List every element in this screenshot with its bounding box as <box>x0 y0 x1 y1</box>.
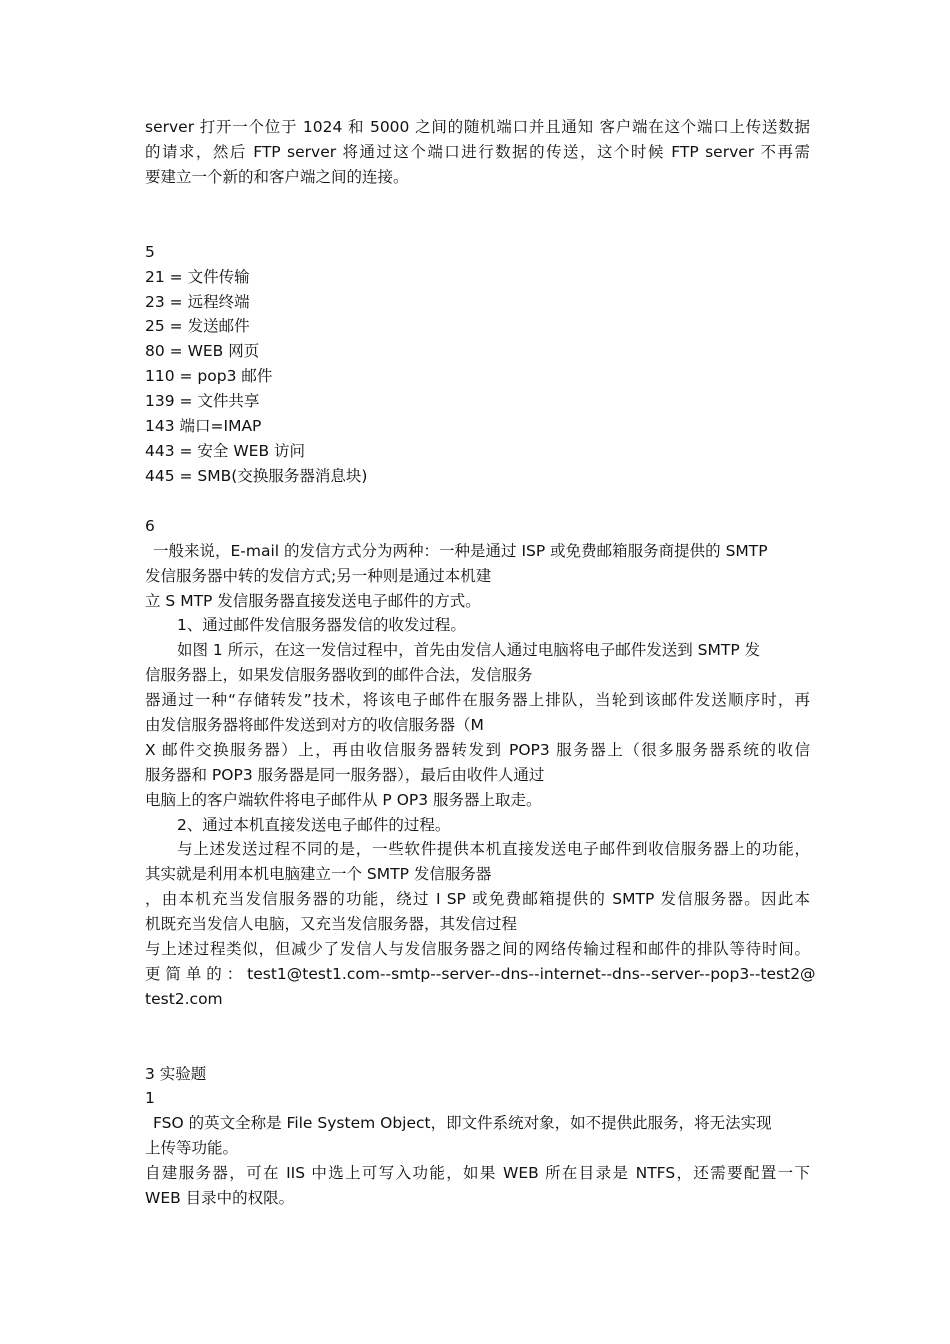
email-paragraph-line: 与上述过程类似，但减少了发信人与发信服务器之间的网络传输过程和邮件的排队等待时间。 <box>145 940 810 958</box>
port-item: 445 = SMB(交换服务器消息块) <box>145 467 368 485</box>
email-paragraph-line: test2.com <box>145 990 223 1008</box>
lab-paragraph-line: FSO 的英文全称是 File System Object，即文件系统对象，如不提供此服务，将无法实现 <box>153 1114 772 1132</box>
email-paragraph-line: 与上述发送过程不同的是，一些软件提供本机直接发送电子邮件到收信服务器上的功能， <box>177 840 810 858</box>
email-paragraph-line: 机既充当发信人电脑，又充当发信服务器，其发信过程 <box>145 915 518 933</box>
email-paragraph-line: 由发信服务器将邮件发送到对方的收信服务器（M <box>145 716 484 734</box>
section-number: 1 <box>145 1089 155 1107</box>
port-item: 23 = 远程终端 <box>145 293 250 311</box>
ftp-paragraph-line: 要建立一个新的和客户端之间的连接。 <box>145 168 409 186</box>
email-paragraph-line: 立 S MTP 发信服务器直接发送电子邮件的方式。 <box>145 592 481 610</box>
email-subheading: 1、通过邮件发信服务器发信的收发过程。 <box>177 616 466 634</box>
email-paragraph-line: ，由本机充当发信服务器的功能，绕过 I SP 或免费邮箱提供的 SMTP 发信服务器。因此本 <box>145 890 810 908</box>
port-item: 25 = 发送邮件 <box>145 317 250 335</box>
section-title: 3 实验题 <box>145 1065 207 1083</box>
email-paragraph-line: 信服务器上，如果发信服务器收到的邮件合法，发信服务 <box>145 666 533 684</box>
lab-paragraph-line: 自建服务器，可在 IIS 中选上可写入功能，如果 WEB 所在目录是 NTFS，还需要配置一下 <box>145 1164 810 1182</box>
port-item: 143 端口=IMAP <box>145 417 262 435</box>
port-item: 110 = pop3 邮件 <box>145 367 273 385</box>
email-paragraph-line: 发信服务器中转的发信方式;另一种则是通过本机建 <box>145 567 492 585</box>
email-paragraph-line: 服务器和 POP3 服务器是同一服务器），最后由收件人通过 <box>145 766 545 784</box>
email-paragraph-line: 其实就是利用本机电脑建立一个 SMTP 发信服务器 <box>145 865 492 883</box>
section-number: 5 <box>145 243 155 261</box>
email-paragraph-line: X 邮件交换服务器）上，再由收信服务器转发到 POP3 服务器上（很多服务器系统的收信 <box>145 741 810 759</box>
lab-paragraph-line: 上传等功能。 <box>145 1139 239 1157</box>
port-item: 21 = 文件传输 <box>145 268 250 286</box>
section-number: 6 <box>145 517 155 535</box>
port-item: 139 = 文件共享 <box>145 392 260 410</box>
port-item: 80 = WEB 网页 <box>145 342 260 360</box>
email-paragraph-line: 更 简 单 的 ： test1@test1.com--smtp--server--dns--internet--dns--server--pop3--test2@ <box>145 965 816 983</box>
email-paragraph-line: 电脑上的客户端软件将电子邮件从 P OP3 服务器上取走。 <box>145 791 542 809</box>
lab-paragraph-line: WEB 目录中的权限。 <box>145 1189 295 1207</box>
email-subheading: 2、通过本机直接发送电子邮件的过程。 <box>177 816 451 834</box>
port-item: 443 = 安全 WEB 访问 <box>145 442 306 460</box>
email-paragraph-line: 器通过一种“存储转发”技术，将该电子邮件在服务器上排队，当轮到该邮件发送顺序时，再 <box>145 691 810 709</box>
email-paragraph-line: 如图 1 所示，在这一发信过程中，首先由发信人通过电脑将电子邮件发送到 SMTP 发 <box>177 641 761 659</box>
ftp-paragraph-line: server 打开一个位于 1024 和 5000 之间的随机端口并且通知 客户端在这个端口上传送数据 <box>145 118 810 136</box>
email-paragraph-line: 一般来说，E-mail 的发信方式分为两种：一种是通过 ISP 或免费邮箱服务商提供的 SMTP <box>153 542 768 560</box>
ftp-paragraph-line: 的请求，然后 FTP server 将通过这个端口进行数据的传送，这个时候 FTP server 不再需 <box>145 143 810 161</box>
